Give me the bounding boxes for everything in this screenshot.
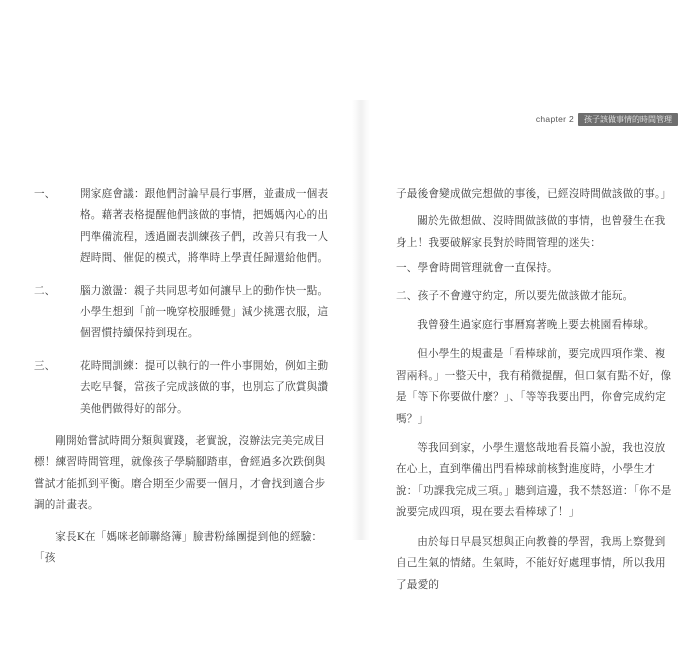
paragraph: 我曾發生過家庭行事曆寫著晚上要去桃園看棒球。: [417, 319, 655, 332]
item-number: 二、: [34, 284, 56, 297]
item-number: 三、: [34, 359, 56, 372]
paragraph: 由於每日早晨冥想與正向教養的學習，我馬上察覺到自己生氣的情緒。生氣時，不能好好處理事情，所以我用了最愛的: [396, 535, 666, 591]
paragraph: 但小學生的規畫是「看棒球前，要完成四項作業、複習兩科。」一整天中，我有稍微提醒，但口氣有點不好，像是「等下你要做什麼？」、「等等我要出門，你會完成約定嗎？」: [396, 348, 672, 425]
paragraph: 剛開始嘗試時間分類與實踐，老實說，沒辦法完美完成目標！練習時間管理，就像孩子學騎腳踏車，會經過多次跌倒與嘗試才能抓到平衡。磨合期至少需要一個月，才會找到適合步調的計畫表。: [34, 435, 326, 512]
list-item: [34, 356, 334, 420]
item-text: 腦力激盪：親子共同思考如何讓早上的動作快一點。小學生想到「前一晚穿校服睡覺」減少挑選衣服，這個習慣持續保持到現在。: [80, 284, 329, 340]
running-header: [536, 112, 678, 126]
paragraph: 等我回到家，小學生還悠哉地看長篇小說，我也沒放在心上，直到準備出門看棒球前核對進度時，小學生才說：「功課我完成三項。」聽到這邊，我不禁怒道：「你不是說要完成四項，現在要去看棒球了！」: [396, 442, 672, 519]
myth-item: 一、學會時間管理就會一直保持。: [396, 262, 558, 275]
left-page: [34, 184, 334, 604]
item-text: 開家庭會議：跟他們討論早晨行事曆，並畫成一個表格。藉著表格提醒他們該做的事情，把媽媽內心的出門準備流程，透過圖表訓練孩子們，改善只有我一人趕時間、催促的模式，將準時上學責任歸還給他們。: [80, 188, 329, 265]
paragraph: 關於先做想做、沒時間做該做的事情，也曾發生在我身上！我要破解家長對於時間管理的迷失：: [396, 215, 666, 249]
right-page: [396, 184, 676, 604]
item-text: 花時間訓練：提可以執行的一件小事開始，例如主動去吃早餐，當孩子完成該做的事，也別忘了欣賞與讚美他們做得好的部分。: [80, 359, 329, 415]
book-gutter: [352, 100, 370, 540]
item-number: 一、: [34, 188, 56, 200]
myth-item: 二、孩子不會遵守約定，所以要先做該做才能玩。: [396, 289, 634, 302]
paragraph: 家長K在「媽咪老師聯絡簿」臉書粉絲團提到他的經驗：「孩: [34, 530, 323, 565]
list-item: [34, 184, 334, 270]
paragraph-continued: 子最後會變成做完想做的事後，已經沒時間做該做的事。」: [396, 188, 672, 200]
chapter-label: chapter 2: [535, 114, 574, 124]
section-tag: 孩子該做事情的時間管理: [578, 113, 678, 126]
list-item: [34, 281, 334, 345]
